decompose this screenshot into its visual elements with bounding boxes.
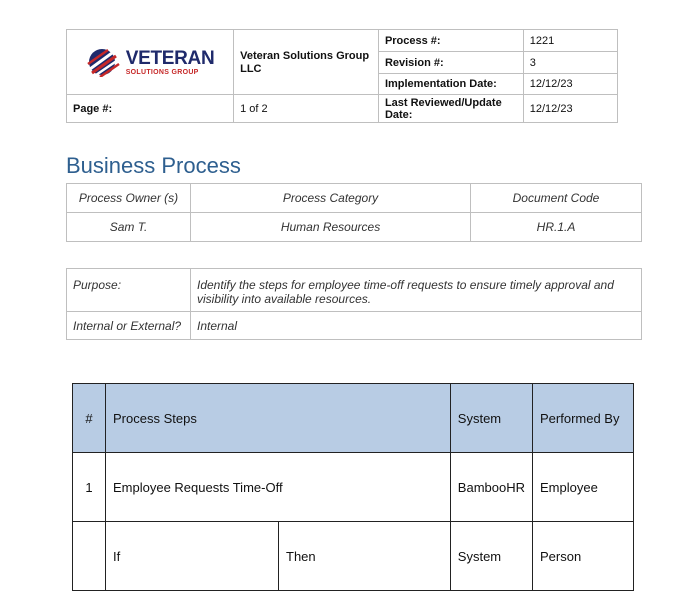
scope-value: Internal — [191, 312, 642, 340]
page-number-value: 1 of 2 — [234, 95, 379, 123]
process-category-value: Human Resources — [191, 213, 471, 242]
logo-main-text: VETERAN — [125, 47, 215, 69]
flag-swoosh-icon — [86, 47, 120, 77]
sub-system-header: System — [450, 522, 532, 591]
purpose-value: Identify the steps for employee time-off requests to ensure timely approval and visibility into available resources. — [191, 269, 642, 312]
process-info-table — [66, 183, 642, 242]
company-logo — [67, 47, 233, 77]
performed-by-header: Performed By — [533, 384, 634, 453]
last-reviewed-value: 12/12/23 — [523, 95, 617, 123]
company-name: Veteran Solutions Group LLC — [234, 30, 379, 95]
table-row — [73, 453, 634, 522]
step-system: BambooHR — [450, 453, 532, 522]
process-number-label: Process #: — [378, 30, 523, 52]
implementation-date-value: 12/12/23 — [523, 73, 617, 94]
step-description: Employee Requests Time-Off — [106, 453, 451, 522]
system-header: System — [450, 384, 532, 453]
process-owner-header: Process Owner (s) — [67, 184, 191, 213]
revision-label: Revision #: — [378, 52, 523, 73]
person-header: Person — [533, 522, 634, 591]
logo-cell — [67, 30, 234, 95]
process-steps-table — [72, 383, 634, 591]
last-reviewed-label: Last Reviewed/Update Date: — [378, 95, 523, 123]
scope-label: Internal or External? — [67, 312, 191, 340]
step-performed-by: Employee — [533, 453, 634, 522]
purpose-table — [66, 268, 642, 340]
logo-sub-text: SOLUTIONS GROUP — [125, 68, 199, 76]
process-owner-value: Sam T. — [67, 213, 191, 242]
process-steps-header: Process Steps — [106, 384, 451, 453]
if-header: If — [106, 522, 279, 591]
table-row — [73, 522, 634, 591]
document-header-table — [66, 29, 618, 123]
step-number-header: # — [73, 384, 106, 453]
then-header: Then — [279, 522, 451, 591]
page-title: Business Process — [66, 153, 241, 178]
document-code-header: Document Code — [471, 184, 642, 213]
process-category-header: Process Category — [191, 184, 471, 213]
purpose-label: Purpose: — [67, 269, 191, 312]
revision-value: 3 — [523, 52, 617, 73]
page-number-label: Page #: — [67, 95, 234, 123]
process-number-value: 1221 — [523, 30, 617, 52]
step-number: 1 — [73, 453, 106, 522]
implementation-date-label: Implementation Date: — [378, 73, 523, 94]
step-number-empty — [73, 522, 106, 591]
document-code-value: HR.1.A — [471, 213, 642, 242]
